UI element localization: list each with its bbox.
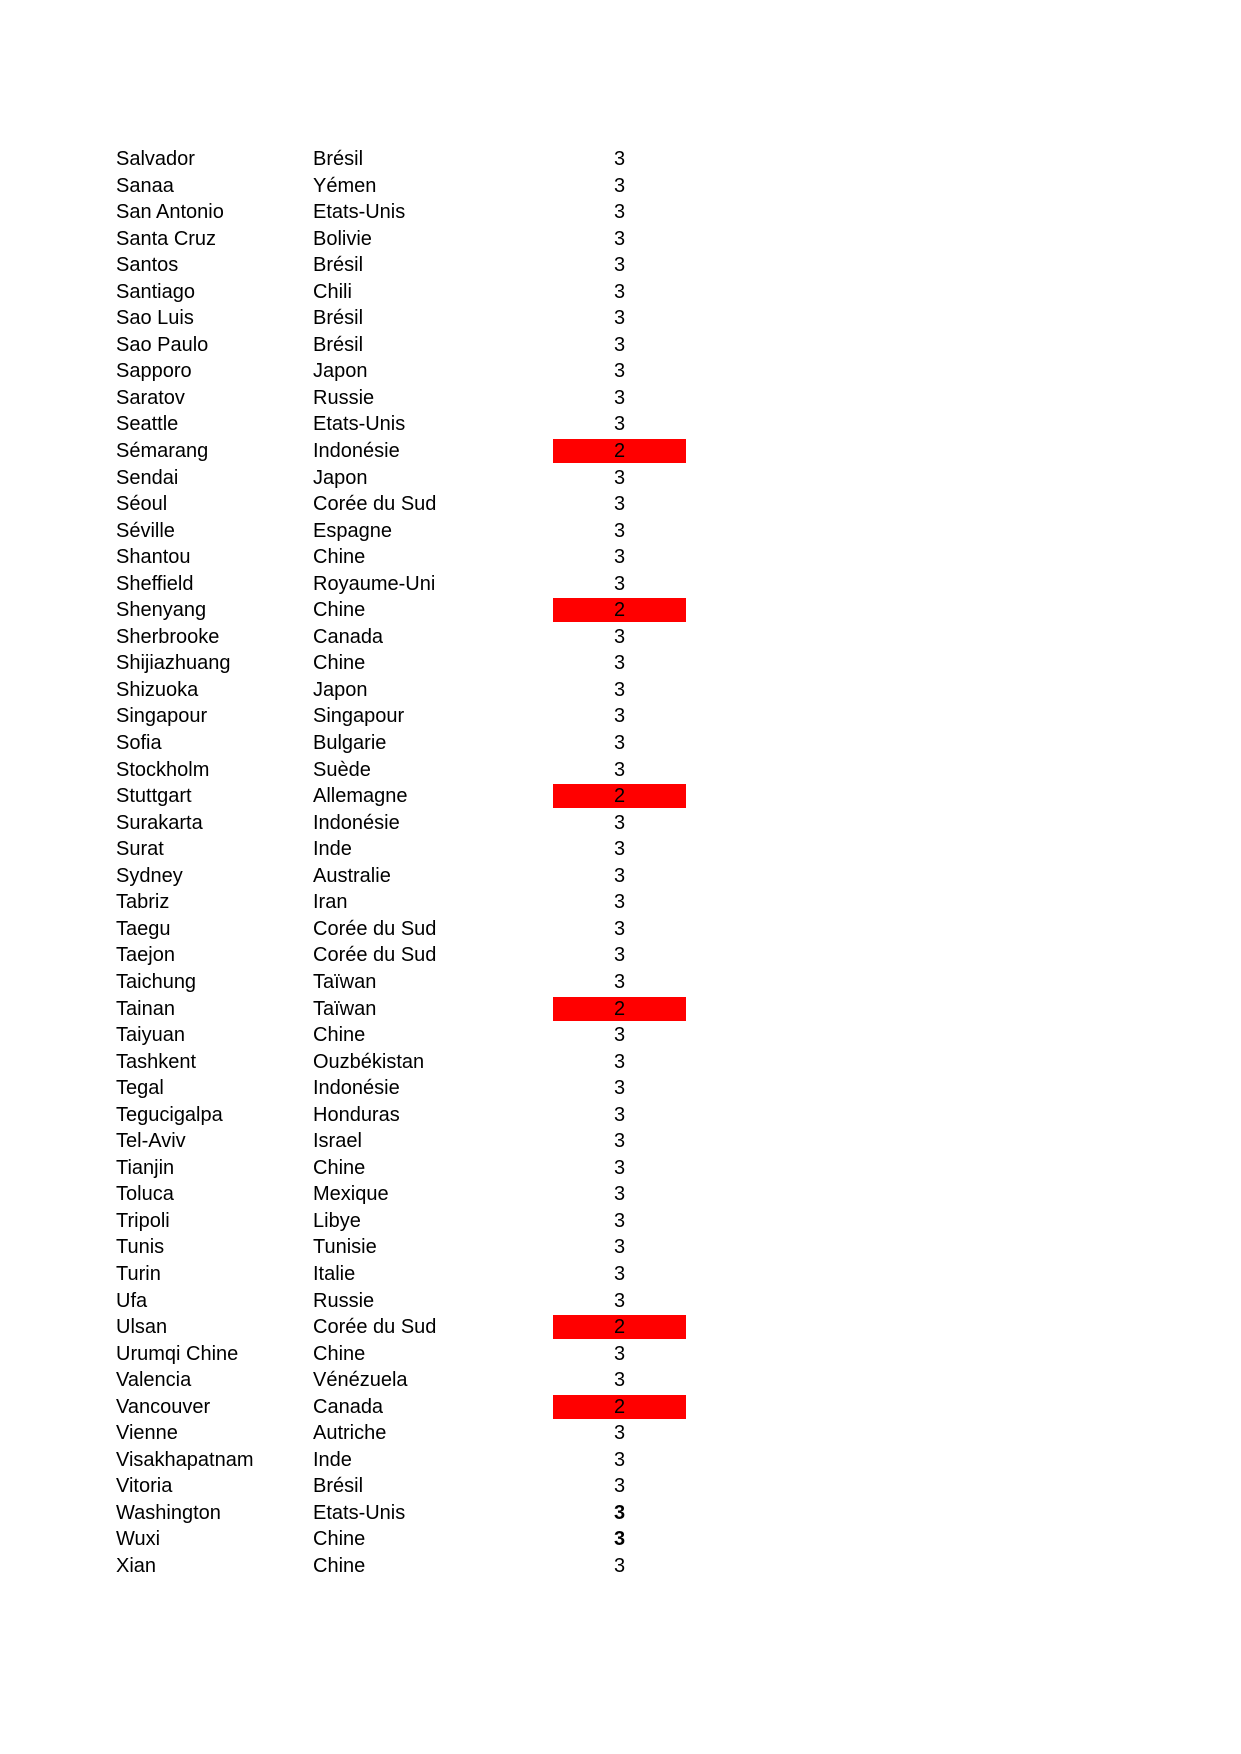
table-row [0, 332, 1241, 359]
value-cell[interactable]: 3 [613, 227, 626, 250]
table-row [0, 518, 1241, 545]
city-cell[interactable]: Toluca [116, 1183, 174, 1206]
value-cell[interactable]: 3 [613, 307, 626, 330]
table-row [0, 730, 1241, 757]
country-cell[interactable]: Brésil [313, 148, 364, 170]
value-cell[interactable]: 3 [613, 333, 626, 356]
city-cell[interactable]: Tashkent [116, 1050, 197, 1073]
value-cell[interactable]: 3 [613, 201, 626, 224]
country-cell[interactable]: Inde [313, 1448, 352, 1471]
country-cell[interactable]: Ouzbékistan [313, 1050, 425, 1073]
value-cell[interactable]: 3 [613, 1183, 626, 1206]
country-cell[interactable]: Taïwan [313, 970, 377, 993]
city-cell[interactable]: Sao Luis [116, 307, 194, 330]
country-cell[interactable]: Etats-Unis [313, 413, 406, 436]
city-cell[interactable]: Valencia [116, 1369, 192, 1392]
city-cell[interactable]: Sherbrooke [116, 625, 220, 648]
value-cell[interactable]: 3 [613, 1342, 626, 1365]
city-cell[interactable]: Vancouver [116, 1395, 211, 1418]
value-cell[interactable]: 3 [613, 174, 626, 197]
value-cell[interactable]: 3 [613, 1236, 626, 1259]
table-row [0, 1234, 1241, 1261]
value-cell[interactable]: 3 [613, 148, 626, 170]
country-cell[interactable]: Corée du Sud [313, 917, 437, 940]
country-cell[interactable]: Brésil [313, 254, 364, 277]
city-cell[interactable]: Tainan [116, 997, 175, 1020]
city-cell[interactable]: Tripoli [116, 1209, 170, 1232]
city-cell[interactable]: Séville [116, 519, 175, 542]
value-cell[interactable]: 3 [613, 413, 626, 436]
table-row [0, 1288, 1241, 1315]
value-cell[interactable]: 3 [613, 1528, 626, 1551]
country-cell[interactable]: Russie [313, 1289, 375, 1312]
country-cell[interactable]: Mexique [313, 1183, 389, 1206]
value-cell[interactable]: 3 [613, 1448, 626, 1471]
country-cell[interactable]: Chili [313, 280, 352, 303]
city-cell[interactable]: Sheffield [116, 572, 194, 595]
table-row [0, 1261, 1241, 1288]
country-cell[interactable]: Indonésie [313, 811, 400, 834]
value-cell[interactable]: 3 [613, 917, 626, 940]
table-row [0, 571, 1241, 598]
city-cell[interactable]: San Antonio [116, 201, 224, 224]
city-cell[interactable]: Turin [116, 1262, 161, 1285]
country-cell[interactable]: Libye [313, 1209, 361, 1232]
value-cell[interactable]: 3 [613, 1289, 626, 1312]
value-cell[interactable]: 3 [613, 1209, 626, 1232]
country-cell[interactable]: Taïwan [313, 997, 377, 1020]
city-cell[interactable]: Tegucigalpa [116, 1103, 223, 1126]
table-row [0, 1341, 1241, 1368]
city-cell[interactable]: Sofia [116, 732, 162, 755]
city-cell[interactable]: Shijiazhuang [116, 652, 231, 675]
country-cell[interactable]: Brésil [313, 333, 364, 356]
city-cell[interactable]: Singapour [116, 705, 208, 728]
table-row [0, 969, 1241, 996]
table-row [0, 1314, 1241, 1341]
table-row [0, 1102, 1241, 1129]
country-cell[interactable]: Royaume-Uni [313, 572, 436, 595]
table-row [0, 1553, 1241, 1580]
city-cell[interactable]: Vitoria [116, 1475, 173, 1498]
table-row [0, 385, 1241, 412]
city-cell[interactable]: Wuxi [116, 1528, 161, 1551]
highlighted-value-cell[interactable]: 2 [553, 598, 686, 622]
value-cell[interactable]: 3 [613, 493, 626, 516]
table-row [0, 757, 1241, 784]
city-cell[interactable]: Santiago [116, 280, 195, 303]
table-row [0, 1049, 1241, 1076]
table-row [0, 810, 1241, 837]
city-cell[interactable]: Shizuoka [116, 678, 199, 701]
country-cell[interactable]: Tunisie [313, 1236, 377, 1259]
city-cell[interactable]: Tel-Aviv [116, 1130, 186, 1153]
value-cell[interactable]: 3 [613, 811, 626, 834]
highlighted-value-cell[interactable]: 2 [553, 784, 686, 808]
value-cell[interactable]: 3 [613, 1554, 626, 1577]
country-cell[interactable]: Japon [313, 678, 368, 701]
country-cell[interactable]: Indonésie [313, 1077, 400, 1100]
value-cell[interactable]: 3 [613, 652, 626, 675]
city-cell[interactable]: Salvador [116, 148, 195, 170]
city-cell[interactable]: Sendai [116, 466, 179, 489]
city-cell[interactable]: Ufa [116, 1289, 148, 1312]
table-row [0, 279, 1241, 306]
highlighted-value-cell[interactable]: 2 [553, 439, 686, 463]
value-cell[interactable]: 3 [613, 1156, 626, 1179]
country-cell[interactable]: Chine [313, 599, 366, 622]
value-cell[interactable]: 3 [613, 1130, 626, 1153]
country-cell[interactable]: Vénézuela [313, 1369, 408, 1392]
country-cell[interactable]: Indonésie [313, 440, 400, 463]
city-cell[interactable]: Stockholm [116, 758, 210, 781]
table-row [0, 889, 1241, 916]
city-cell[interactable]: Tegal [116, 1077, 164, 1100]
value-cell[interactable]: 3 [613, 1262, 626, 1285]
city-cell[interactable]: Sanaa [116, 174, 174, 197]
country-cell[interactable]: Iran [313, 891, 348, 914]
table-row [0, 942, 1241, 969]
country-cell[interactable]: Yémen [313, 174, 377, 197]
value-cell[interactable]: 3 [613, 705, 626, 728]
table-row [0, 146, 1241, 173]
city-cell[interactable]: Seattle [116, 413, 179, 436]
table-row [0, 1128, 1241, 1155]
table-row [0, 491, 1241, 518]
value-cell[interactable]: 3 [613, 1422, 626, 1445]
value-cell[interactable]: 3 [613, 1050, 626, 1073]
value-cell[interactable]: 3 [613, 732, 626, 755]
highlighted-value-cell[interactable]: 2 [553, 997, 686, 1021]
country-cell[interactable]: Japon [313, 466, 368, 489]
city-cell[interactable]: Stuttgart [116, 785, 192, 808]
country-cell[interactable]: Chine [313, 1528, 366, 1551]
city-cell[interactable]: Taiyuan [116, 1024, 185, 1047]
city-cell[interactable]: Vienne [116, 1422, 178, 1445]
table-row [0, 1500, 1241, 1527]
table-row [0, 305, 1241, 332]
table-row [0, 1394, 1241, 1421]
city-cell[interactable]: Séoul [116, 493, 168, 516]
value-cell[interactable]: 3 [613, 519, 626, 542]
value-cell[interactable]: 3 [613, 864, 626, 887]
country-cell[interactable]: Inde [313, 838, 352, 861]
table-row [0, 863, 1241, 890]
table-row [0, 252, 1241, 279]
country-cell[interactable]: Corée du Sud [313, 944, 437, 967]
table-row [0, 1367, 1241, 1394]
value-cell[interactable]: 3 [613, 1369, 626, 1392]
table-row [0, 836, 1241, 863]
table-row [0, 597, 1241, 624]
country-cell[interactable]: Autriche [313, 1422, 387, 1445]
table-row [0, 996, 1241, 1023]
country-cell[interactable]: Japon [313, 360, 368, 383]
city-cell[interactable]: Visakhapatnam [116, 1448, 254, 1471]
value-cell[interactable]: 3 [613, 572, 626, 595]
city-cell[interactable]: Taegu [116, 917, 171, 940]
city-cell[interactable]: Surat [116, 838, 164, 861]
city-cell[interactable]: Shantou [116, 546, 191, 569]
value-cell[interactable]: 3 [613, 466, 626, 489]
country-cell[interactable]: Brésil [313, 1475, 364, 1498]
table-row [0, 544, 1241, 571]
table-row [0, 916, 1241, 943]
city-cell[interactable]: Tabriz [116, 891, 170, 914]
value-cell[interactable]: 3 [613, 944, 626, 967]
value-cell[interactable]: 3 [613, 1475, 626, 1498]
country-cell[interactable]: Corée du Sud [313, 493, 437, 516]
country-cell[interactable]: Chine [313, 1024, 366, 1047]
country-cell[interactable]: Etats-Unis [313, 201, 406, 224]
city-cell[interactable]: Xian [116, 1554, 157, 1577]
country-cell[interactable]: Bolivie [313, 227, 372, 250]
country-cell[interactable]: Honduras [313, 1103, 400, 1126]
value-cell[interactable]: 3 [613, 360, 626, 383]
city-cell[interactable]: Saratov [116, 386, 185, 409]
city-cell[interactable]: Urumqi Chine [116, 1342, 239, 1365]
city-cell[interactable]: Shenyang [116, 599, 207, 622]
value-cell[interactable]: 3 [613, 254, 626, 277]
table-row [0, 173, 1241, 200]
value-cell[interactable]: 3 [613, 970, 626, 993]
table-row [0, 465, 1241, 492]
country-cell[interactable]: Australie [313, 864, 391, 887]
city-cell[interactable]: Sydney [116, 864, 183, 887]
highlighted-value-cell[interactable]: 2 [553, 1395, 686, 1419]
table-row [0, 1447, 1241, 1474]
country-cell[interactable]: Allemagne [313, 785, 408, 808]
value-cell[interactable]: 3 [613, 1501, 626, 1524]
value-cell[interactable]: 3 [613, 758, 626, 781]
city-cell[interactable]: Sapporo [116, 360, 192, 383]
country-cell[interactable]: Singapour [313, 705, 405, 728]
table-row [0, 411, 1241, 438]
value-cell[interactable]: 3 [613, 838, 626, 861]
table-row [0, 624, 1241, 651]
country-cell[interactable]: Canada [313, 1395, 384, 1418]
city-cell[interactable]: Washington [116, 1501, 221, 1524]
country-cell[interactable]: Bulgarie [313, 732, 387, 755]
table-row [0, 703, 1241, 730]
table-row [0, 650, 1241, 677]
table-row [0, 1473, 1241, 1500]
table-row [0, 199, 1241, 226]
city-cell[interactable]: Surakarta [116, 811, 203, 834]
country-cell[interactable]: Chine [313, 1554, 366, 1577]
country-cell[interactable]: Chine [313, 652, 366, 675]
spreadsheet-table [0, 146, 1241, 1580]
table-row [0, 358, 1241, 385]
city-cell[interactable]: Santos [116, 254, 179, 277]
table-row [0, 1075, 1241, 1102]
table-row [0, 1420, 1241, 1447]
table-row [0, 1181, 1241, 1208]
country-cell[interactable]: Chine [313, 1342, 366, 1365]
country-cell[interactable]: Russie [313, 386, 375, 409]
highlighted-value-cell[interactable]: 2 [553, 1315, 686, 1339]
value-cell[interactable]: 3 [613, 386, 626, 409]
value-cell[interactable]: 3 [613, 546, 626, 569]
value-cell[interactable]: 3 [613, 1103, 626, 1126]
value-cell[interactable]: 3 [613, 625, 626, 648]
city-cell[interactable]: Sao Paulo [116, 333, 209, 356]
value-cell[interactable]: 3 [613, 1077, 626, 1100]
value-cell[interactable]: 3 [613, 1024, 626, 1047]
city-cell[interactable]: Sémarang [116, 440, 209, 463]
country-cell[interactable]: Suède [313, 758, 371, 781]
country-cell[interactable]: Chine [313, 546, 366, 569]
country-cell[interactable]: Italie [313, 1262, 356, 1285]
country-cell[interactable]: Espagne [313, 519, 392, 542]
value-cell[interactable]: 3 [613, 280, 626, 303]
table-row [0, 226, 1241, 253]
country-cell[interactable]: Chine [313, 1156, 366, 1179]
table-row [0, 1208, 1241, 1235]
table-row [0, 1022, 1241, 1049]
city-cell[interactable]: Ulsan [116, 1316, 168, 1339]
table-row [0, 783, 1241, 810]
country-cell[interactable]: Israel [313, 1130, 362, 1153]
city-cell[interactable]: Taejon [116, 944, 175, 967]
table-row [0, 438, 1241, 465]
city-cell[interactable]: Taichung [116, 970, 197, 993]
city-cell[interactable]: Tunis [116, 1236, 165, 1259]
country-cell[interactable]: Canada [313, 625, 384, 648]
country-cell[interactable]: Brésil [313, 307, 364, 330]
table-row [0, 1155, 1241, 1182]
value-cell[interactable]: 3 [613, 678, 626, 701]
country-cell[interactable]: Etats-Unis [313, 1501, 406, 1524]
country-cell[interactable]: Corée du Sud [313, 1316, 437, 1339]
table-row [0, 677, 1241, 704]
table-row [0, 1526, 1241, 1553]
value-cell[interactable]: 3 [613, 891, 626, 914]
city-cell[interactable]: Santa Cruz [116, 227, 217, 250]
city-cell[interactable]: Tianjin [116, 1156, 175, 1179]
